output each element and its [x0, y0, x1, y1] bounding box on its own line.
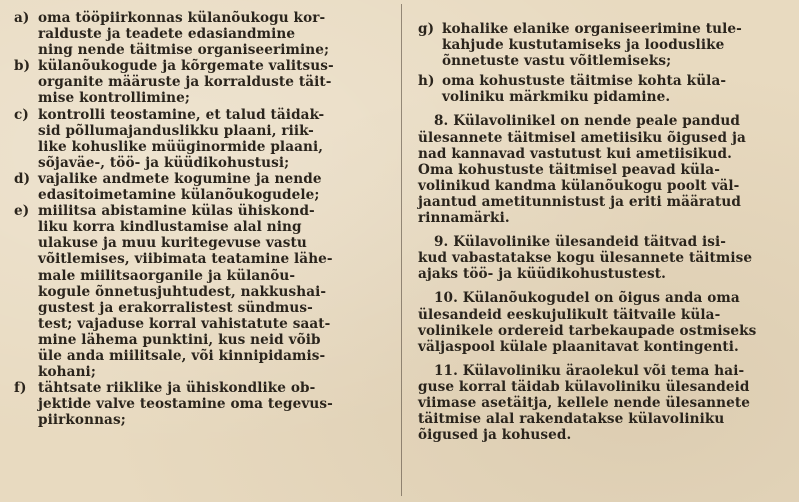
- text-line: mise kontrollimine;: [38, 90, 190, 107]
- list-item: [14, 107, 388, 171]
- list-item-label: a): [14, 10, 30, 26]
- text-line: volinikud kandma külanõukogu poolt väl-: [418, 177, 740, 194]
- text-line: miilitsa abistamine külas ühiskond-: [38, 203, 315, 220]
- text-line: 10. Külanõukogudel on õigus anda oma: [434, 290, 740, 307]
- list-item: [14, 10, 388, 58]
- list-item: [14, 380, 388, 428]
- text-line: oma tööpiirkonnas külanõukogu kor-: [38, 10, 326, 26]
- text-line: kontrolli teostamine, et talud täidak-: [38, 106, 325, 123]
- text-line: liku korra kindlustamise alal ning: [38, 219, 302, 236]
- text-line: külanõukogude ja kõrgemate valitsus-: [38, 58, 334, 75]
- column-divider: [401, 4, 402, 496]
- text-line: piirkonnas;: [38, 412, 126, 429]
- text-line: volinikele ordereid tarbekaupade ostmiseks: [418, 322, 757, 339]
- list-item-text: [38, 171, 388, 203]
- list-item: [14, 58, 388, 106]
- text-line: kogule õnnetusjuhtudest, nakkushai-: [38, 283, 327, 300]
- list-item: [418, 21, 780, 69]
- text-line: ning nende täitmise organiseerimine;: [38, 42, 330, 59]
- text-line: üle anda miilitsale, või kinnipidamis-: [38, 347, 326, 364]
- text-line: sõjaväe-, töö- ja küüdikohustusi;: [38, 154, 290, 171]
- text-line: voliniku märkmiku pidamine.: [442, 89, 671, 106]
- list-item-label: b): [14, 58, 31, 75]
- text-line: õnnetuste vastu võitlemiseks;: [442, 53, 672, 70]
- text-line: ralduste ja teadete edasiandmine: [38, 26, 296, 43]
- right-column: [418, 21, 780, 451]
- text-line: õigused ja kohused.: [418, 427, 572, 444]
- text-line: kohalike elanike organiseerimine tule-: [442, 21, 742, 37]
- list-item-label: g): [418, 21, 435, 37]
- list-item: [14, 203, 388, 380]
- list-item: [418, 73, 780, 105]
- text-line: jektide valve teostamine oma tegevus-: [38, 396, 333, 413]
- paragraph: [418, 234, 780, 282]
- paragraph: [418, 290, 780, 354]
- list-item-text: [38, 10, 388, 58]
- list-item-label: c): [14, 106, 29, 123]
- text-line: 9. Külavolinike ülesandeid täitvad isi-: [434, 234, 727, 251]
- text-line: 11. Külavoliniku äraolekul või tema hai-: [434, 362, 745, 379]
- left-column: [14, 10, 388, 428]
- text-line: jaantud ametitunnistust ja eriti määratud: [418, 193, 742, 210]
- text-line: väljaspool külale plaanitavat kontingenti.: [418, 338, 739, 355]
- list-item-label: h): [418, 73, 435, 90]
- list-item-text: [38, 107, 388, 171]
- text-line: edasitoimetamine külanõukogudele;: [38, 187, 320, 204]
- text-line: test; vajaduse korral vahistatute saat-: [38, 315, 331, 332]
- text-line: male miilitsaorganile ja külanõu-: [38, 267, 296, 284]
- text-line: ülesannete täitmisel ametiisiku õigused ja: [418, 129, 746, 146]
- text-line: täitmise alal rakendatakse külavoliniku: [418, 411, 725, 428]
- text-line: ulakuse ja muu kuritegevuse vastu: [38, 235, 307, 252]
- text-line: tähtsate riiklike ja ühiskondlike ob-: [38, 380, 316, 397]
- text-line: rinnamärki.: [418, 210, 510, 227]
- list-item-text: [38, 58, 388, 106]
- list-item-text: [442, 21, 780, 69]
- list-item-text: [38, 380, 388, 428]
- text-line: 8. Külavolinikel on nende peale pandud: [434, 113, 740, 130]
- text-line: mine lähema punktini, kus neid võib: [38, 331, 321, 348]
- text-line: Oma kohustuste täitmisel peavad küla-: [418, 161, 720, 178]
- list-item-text: [442, 73, 780, 105]
- text-line: oma kohustuste täitmise kohta küla-: [442, 73, 727, 90]
- text-line: gustest ja erakorralistest sündmus-: [38, 299, 313, 316]
- paragraph: [418, 113, 780, 226]
- text-line: kud vabastatakse kogu ülesannete täitmise: [418, 250, 753, 267]
- text-line: viimase asetäitja, kellele nende ülesannete: [418, 394, 750, 411]
- text-line: guse korral täidab külavoliniku ülesandeid: [418, 378, 750, 395]
- text-line: like kohuslike müüginormide plaani,: [38, 138, 324, 155]
- text-line: organite määruste ja korralduste täit-: [38, 74, 332, 91]
- list-item: [14, 171, 388, 203]
- text-line: võitlemises, viibimata teatamine lähe-: [38, 251, 333, 268]
- text-line: sid põllumajanduslikku plaani, riik-: [38, 122, 314, 139]
- list-item-label: d): [14, 170, 31, 187]
- text-line: vajalike andmete kogumine ja nende: [38, 170, 322, 187]
- text-line: ülesandeid eeskujulikult täitvaile küla-: [418, 306, 721, 323]
- list-item-text: [38, 203, 388, 380]
- text-line: kahjude kustutamiseks ja looduslike: [442, 37, 725, 54]
- paragraph: [418, 363, 780, 443]
- text-line: nad kannavad vastutust kui ametiisikud.: [418, 145, 732, 162]
- text-line: kohani;: [38, 364, 96, 381]
- list-item-label: e): [14, 203, 30, 220]
- text-line: ajaks töö- ja küüdikohustustest.: [418, 266, 666, 283]
- list-item-label: f): [14, 380, 27, 397]
